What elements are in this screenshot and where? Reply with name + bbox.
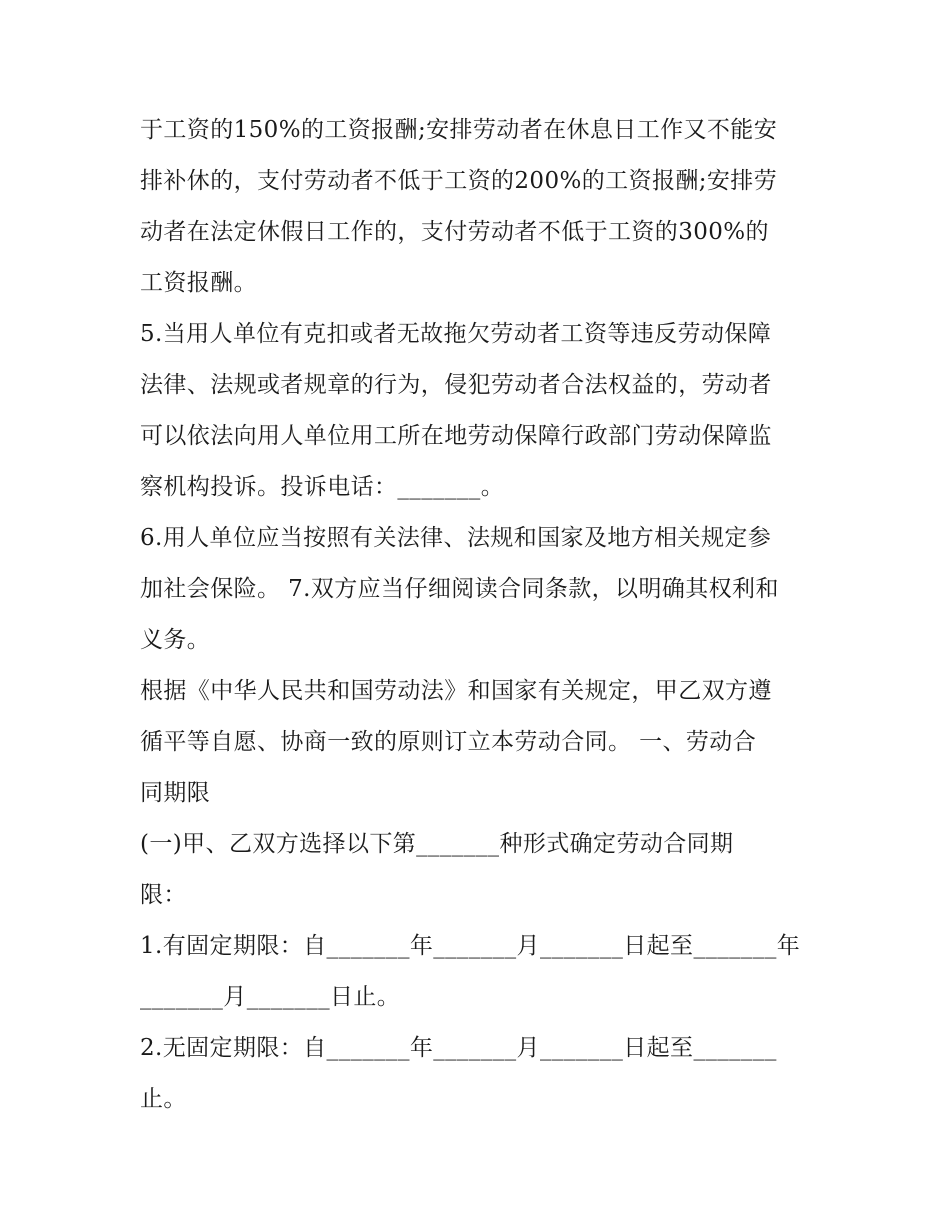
term-choice-line-1: (一)甲、乙双方选择以下第_______种形式确定劳动合同期 (140, 831, 734, 857)
section-title-term: 同期限 (140, 780, 211, 806)
preamble-line-2: 循平等自愿、协商一致的原则订立本劳动合同。 一、劳动合 (140, 729, 757, 755)
preamble-line-1: 根据《中华人民共和国劳动法》和国家有关规定，甲乙双方遵 (140, 678, 772, 704)
text-line-3: 动者在法定休假日工作的，支付劳动者不低于工资的300%的 (140, 219, 769, 245)
fixed-term-line-2: _______月_______日止。 (140, 984, 401, 1010)
clause-6-line-1: 6.用人单位应当按照有关法律、法规和国家及地方相关规定参 (140, 525, 772, 551)
open-term-line-2: 止。 (140, 1086, 187, 1112)
clause-5-line-3: 可以依法向用人单位用工所在地劳动保障行政部门劳动保障监 (140, 423, 772, 449)
open-term-line-1: 2.无固定期限：自_______年_______月_______日起至_______ (140, 1035, 777, 1061)
clause-7-line-end: 义务。 (140, 627, 211, 653)
fixed-term-line-1: 1.有固定期限：自_______年_______月_______日起至_______年 (140, 933, 801, 959)
clause-5-line-4: 察机构投诉。投诉电话：_______。 (140, 474, 505, 500)
text-line-2: 排补休的，支付劳动者不低于工资的200%的工资报酬;安排劳 (140, 168, 778, 194)
text-line-4: 工资报酬。 (140, 270, 257, 296)
text-line-1: 于工资的150%的工资报酬;安排劳动者在休息日工作又不能安 (140, 117, 778, 143)
clause-5-line-2: 法律、法规或者规章的行为，侵犯劳动者合法权益的，劳动者 (140, 372, 772, 398)
term-choice-line-2: 限： (140, 882, 187, 908)
clause-5-line-1: 5.当用人单位有克扣或者无故拖欠劳动者工资等违反劳动保障 (140, 321, 772, 347)
clause-6-line-2: 加社会保险。 7.双方应当仔细阅读合同条款，以明确其权利和 (140, 576, 779, 602)
